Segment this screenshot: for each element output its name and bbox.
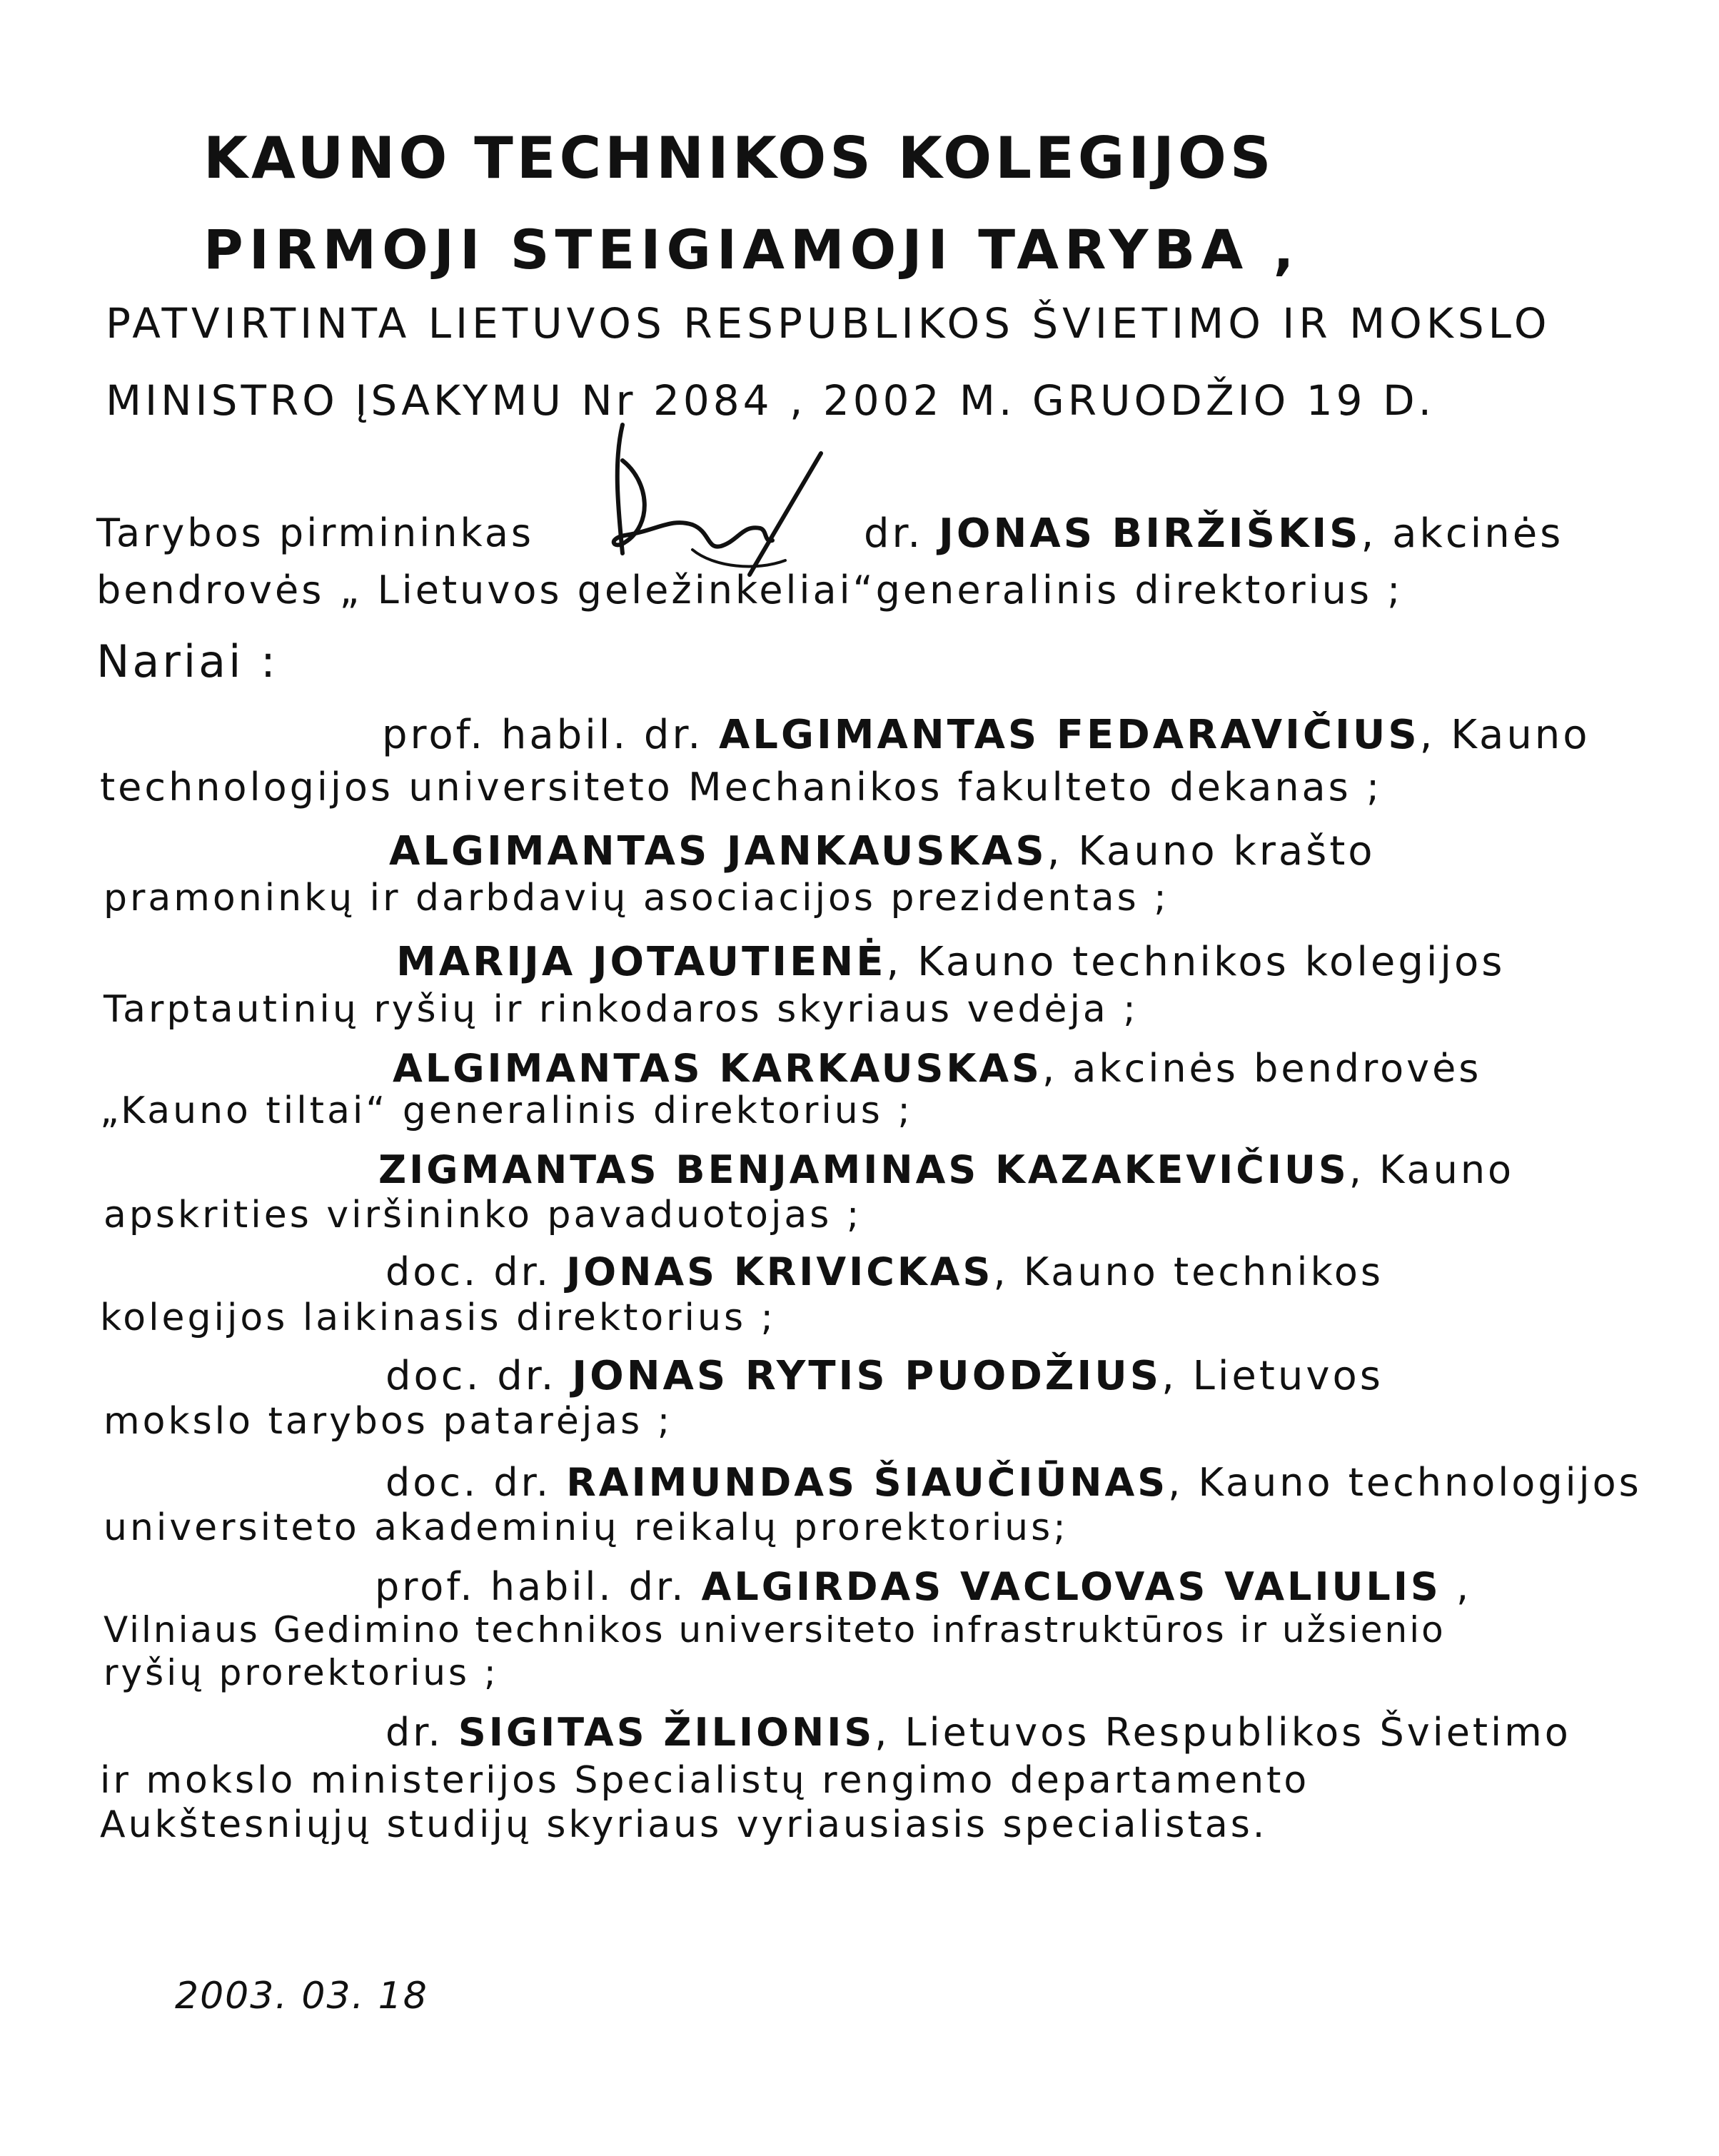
member-2-name: ALGIMANTAS JANKAUSKAS [389, 828, 1047, 875]
signature-drawing [585, 418, 842, 582]
subtitle-line-2: MINISTRO ĮSAKYMU Nr 2084 , 2002 M. GRUODŽIO 19 D. [106, 376, 1436, 425]
member-5-name: ZIGMANTAS BENJAMINAS KAZAKEVIČIUS [378, 1147, 1349, 1192]
member-4-line-1 [393, 1046, 1482, 1091]
title-line-1: KAUNO TECHNIKOS KOLEGIJOS [203, 125, 1275, 191]
member-1-rest: , Kauno [1419, 712, 1591, 758]
member-3-line-1 [396, 939, 1506, 985]
member-5-line-2: apskrities viršininko pavaduotojas ; [104, 1194, 862, 1236]
member-7-line-1 [385, 1353, 1383, 1399]
member-8-line-2: universiteto akademinių reikalų prorektorius; [104, 1506, 1069, 1549]
member-5-rest: , Kauno [1349, 1147, 1515, 1192]
member-9-rest: , [1441, 1564, 1472, 1609]
member-4-rest: , akcinės bendrovės [1042, 1046, 1482, 1091]
member-10-line-1 [385, 1710, 1571, 1755]
member-10-name: SIGITAS ŽILIONIS [458, 1710, 875, 1755]
member-6-prefix: doc. dr. [385, 1249, 552, 1294]
member-10-line-2: ir mokslo ministerijos Specialistų rengimo departamento [100, 1759, 1310, 1802]
member-2-rest: , Kauno krašto [1047, 828, 1376, 875]
member-1-prefix: prof. habil. dr. [382, 712, 704, 758]
member-8-name: RAIMUNDAS ŠIAUČIŪNAS [566, 1460, 1169, 1505]
member-6-line-2: kolegijos laikinasis direktorius ; [100, 1296, 777, 1339]
member-9-line-2: Vilniaus Gedimino technikos universiteto infrastruktūros ir užsienio [104, 1609, 1446, 1651]
member-10-line-3: Aukštesniųjų studijų skyriaus vyriausiasis specialistas. [100, 1803, 1268, 1846]
member-9-prefix: prof. habil. dr. [375, 1564, 687, 1609]
member-5-line-1 [378, 1147, 1515, 1192]
member-7-line-2: mokslo tarybos patarėjas ; [104, 1400, 673, 1443]
chair-line-1 [864, 510, 1564, 557]
member-3-rest: , Kauno technikos kolegijos [886, 939, 1506, 985]
member-8-prefix: doc. dr. [385, 1460, 552, 1505]
member-6-name: JONAS KRIVICKAS [566, 1249, 994, 1294]
member-3-name: MARIJA JOTAUTIENĖ [396, 939, 887, 985]
member-7-prefix: doc. dr. [385, 1353, 557, 1399]
member-1-name: ALGIMANTAS FEDARAVIČIUS [718, 712, 1420, 758]
chair-name: JONAS BIRŽIŠKIS [939, 510, 1361, 557]
member-2-line-1 [389, 828, 1376, 875]
member-9-name: ALGIRDAS VACLOVAS VALIULIS [701, 1564, 1441, 1609]
members-heading: Nariai : [96, 635, 278, 687]
chair-desc-1: , akcinės [1361, 510, 1564, 557]
member-3-line-2: Tarptautinių ryšių ir rinkodaros skyriaus vedėja ; [104, 988, 1139, 1031]
member-2-line-2: pramoninkų ir darbdavių asociacijos prezidentas ; [104, 877, 1169, 920]
title-line-2: PIRMOJI STEIGIAMOJI TARYBA , [203, 218, 1300, 281]
member-6-line-1 [385, 1249, 1384, 1294]
member-8-rest: , Kauno technologijos [1168, 1460, 1642, 1505]
member-4-line-2: „Kauno tiltai“ generalinis direktorius ; [100, 1089, 913, 1132]
subtitle-line-1: PATVIRTINTA LIETUVOS RESPUBLIKOS ŠVIETIMO IR MOKSLO [106, 299, 1551, 348]
member-10-prefix: dr. [385, 1710, 443, 1755]
member-8-line-1 [385, 1460, 1642, 1505]
chair-title: dr. [864, 510, 924, 557]
member-9-line-3: ryšių prorektorius ; [104, 1652, 499, 1693]
member-1-line-1 [382, 712, 1591, 758]
member-7-rest: , Lietuvos [1161, 1353, 1383, 1399]
member-7-name: JONAS RYTIS PUODŽIUS [572, 1353, 1162, 1399]
chair-line-2: bendrovės „ Lietuvos geležinkeliai“generalinis direktorius ; [96, 568, 1403, 613]
member-10-rest: , Lietuvos Respublikos Švietimo [874, 1710, 1571, 1755]
member-1-line-2: technologijos universiteto Mechanikos fakulteto dekanas ; [100, 765, 1383, 810]
member-6-rest: , Kauno technikos [993, 1249, 1384, 1294]
member-4-name: ALGIMANTAS KARKAUSKAS [393, 1046, 1042, 1091]
chair-label: Tarybos pirmininkas [96, 510, 535, 555]
member-9-line-1 [375, 1564, 1472, 1609]
document-date: 2003. 03. 18 [175, 1975, 428, 2018]
